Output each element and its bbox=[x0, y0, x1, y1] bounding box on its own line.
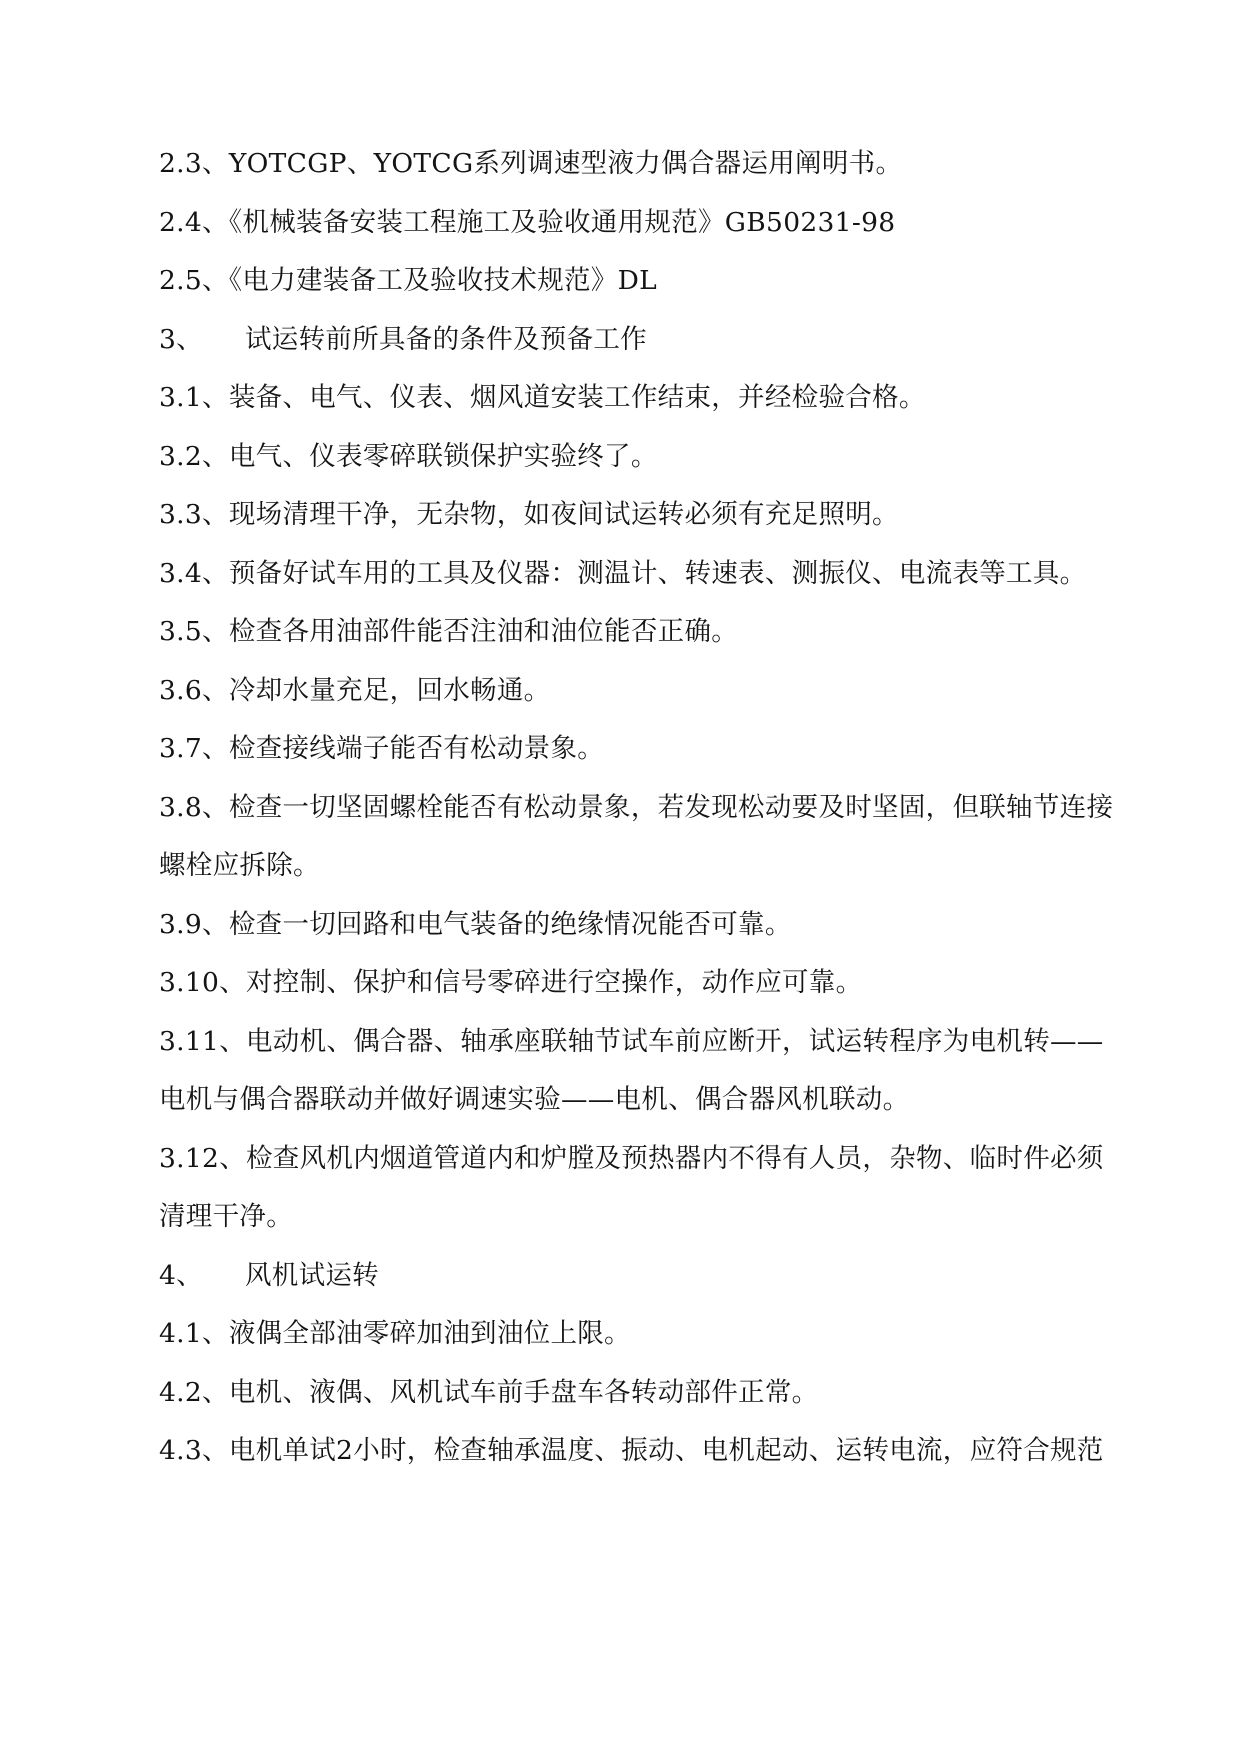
text-line: 3.4、预备好试车用的工具及仪器：测温计、转速表、测振仪、电流表等工具。 bbox=[159, 558, 1087, 589]
text-line: 2.3、YOTCGP、YOTCG系列调速型液力偶合器运用阐明书。 bbox=[159, 148, 903, 179]
text-line: 3.2、电气、仪表零碎联锁保护实验终了。 bbox=[159, 441, 658, 472]
section-heading bbox=[159, 323, 1119, 357]
text-line: 电机与偶合器联动并做好调速实验——电机、偶合器风机联动。 bbox=[159, 1084, 910, 1115]
section-title: 风机试运转 bbox=[244, 1260, 379, 1291]
text-line: 3.3、现场清理干净，无杂物，如夜间试运转必须有充足照明。 bbox=[159, 499, 899, 530]
text-line: 2.5、《电力建装备工及验收技术规范》DL bbox=[159, 265, 658, 296]
text-line: 2.4、《机械装备安装工程施工及验收通用规范》GB50231-98 bbox=[159, 207, 896, 238]
text-line: 4.2、电机、液偶、风机试车前手盘车各转动部件正常。 bbox=[159, 1377, 819, 1408]
text-line: 4.1、液偶全部油零碎加油到油位上限。 bbox=[159, 1318, 631, 1349]
text-line: 3.10、对控制、保护和信号零碎进行空操作，动作应可靠。 bbox=[159, 967, 863, 998]
section-heading bbox=[159, 1259, 1119, 1293]
text-line: 清理干净。 bbox=[159, 1201, 293, 1232]
section-title: 试运转前所具备的条件及预备工作 bbox=[244, 324, 647, 355]
text-line: 4.3、电机单试2小时，检查轴承温度、振动、电机起动、运转电流，应符合规范 bbox=[159, 1435, 1104, 1466]
text-line: 3.8、检查一切坚固螺栓能否有松动景象，若发现松动要及时坚固，但联轴节连接 bbox=[159, 792, 1114, 823]
text-line: 3.9、检查一切回路和电气装备的绝缘情况能否可靠。 bbox=[159, 909, 792, 940]
text-line: 3.1、装备、电气、仪表、烟风道安装工作结束，并经检验合格。 bbox=[159, 382, 926, 413]
text-line: 3.7、检查接线端子能否有松动景象。 bbox=[159, 733, 605, 764]
text-line: 3.5、检查各用油部件能否注油和油位能否正确。 bbox=[159, 616, 739, 647]
text-line: 3.12、检查风机内烟道管道内和炉膛及预热器内不得有人员，杂物、临时件必须 bbox=[159, 1143, 1104, 1174]
text-line: 3.6、冷却水量充足，回水畅通。 bbox=[159, 675, 551, 706]
section-number: 4、 bbox=[159, 1260, 203, 1291]
section-number: 3、 bbox=[159, 324, 203, 355]
text-line: 3.11、电动机、偶合器、轴承座联轴节试车前应断开，试运转程序为电机转—— bbox=[159, 1026, 1104, 1057]
text-line: 螺栓应拆除。 bbox=[159, 850, 320, 881]
